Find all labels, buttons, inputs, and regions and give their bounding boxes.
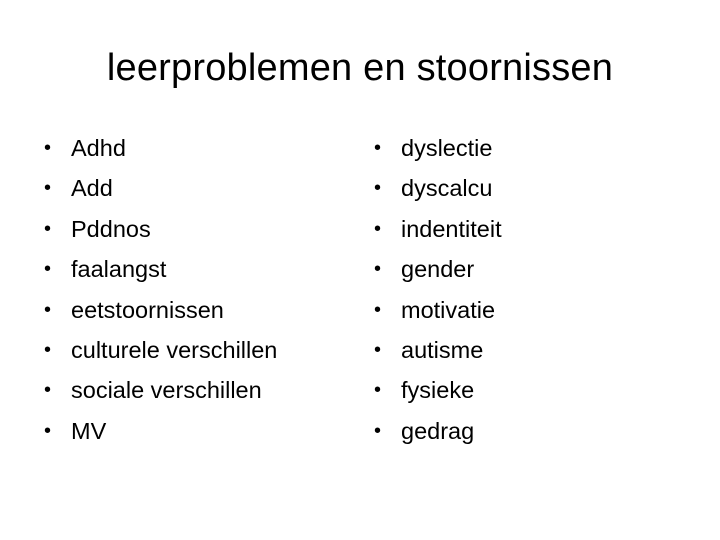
bullet-icon: • [44,298,52,321]
list-item [374,370,674,410]
list-item-text: dyscalcu [401,175,493,202]
list-item [374,290,674,330]
list-item [374,128,674,168]
list-item [44,370,344,410]
list-item [44,128,344,168]
bullet-icon: • [374,137,382,159]
bullet-icon: • [374,419,382,442]
list-item [44,330,344,370]
list-item-text: gender [401,256,475,283]
list-item-text: indentiteit [401,215,502,242]
list-item [44,290,344,330]
bullet-icon: • [44,379,52,402]
bullet-icon: • [44,419,52,442]
list-item-text: gedrag [401,417,475,444]
bullet-icon: • [44,258,52,281]
bullet-icon: • [374,217,382,240]
list-item-text: eetstoornissen [71,296,224,323]
list-item [374,168,674,208]
list-item [44,249,344,289]
bullet-icon: • [44,137,52,159]
list-item [374,249,674,289]
list-item-text: Add [71,175,113,202]
list-item [44,411,344,451]
list-item-text: autisme [401,336,484,363]
list-item-text: Adhd [71,135,126,161]
list-item-text: culturele verschillen [71,336,278,363]
list-item [44,209,344,249]
slide-title: leerproblemen en stoornissen [106,47,614,89]
bullet-icon: • [374,298,382,321]
list-item-text: Pddnos [71,215,151,242]
list-item-text: faalangst [71,256,167,283]
list-item-text: motivatie [401,296,496,323]
bullet-icon: • [44,338,52,361]
bullet-icon: • [374,258,382,281]
list-item [374,330,674,370]
list-item-text: sociale verschillen [71,377,262,404]
list-item-text: MV [71,417,107,444]
list-item-text: fysieke [401,377,475,404]
list-item-text: dyslectie [401,135,493,161]
list-item [374,411,674,451]
bullet-icon: • [374,177,382,200]
list-item [44,168,344,208]
bullet-icon: • [44,177,52,200]
right-bullet-list [374,128,674,451]
bullet-icon: • [374,338,382,361]
bullet-icon: • [44,217,52,240]
left-bullet-list [44,128,344,451]
list-item [374,209,674,249]
bullet-icon: • [374,379,382,402]
